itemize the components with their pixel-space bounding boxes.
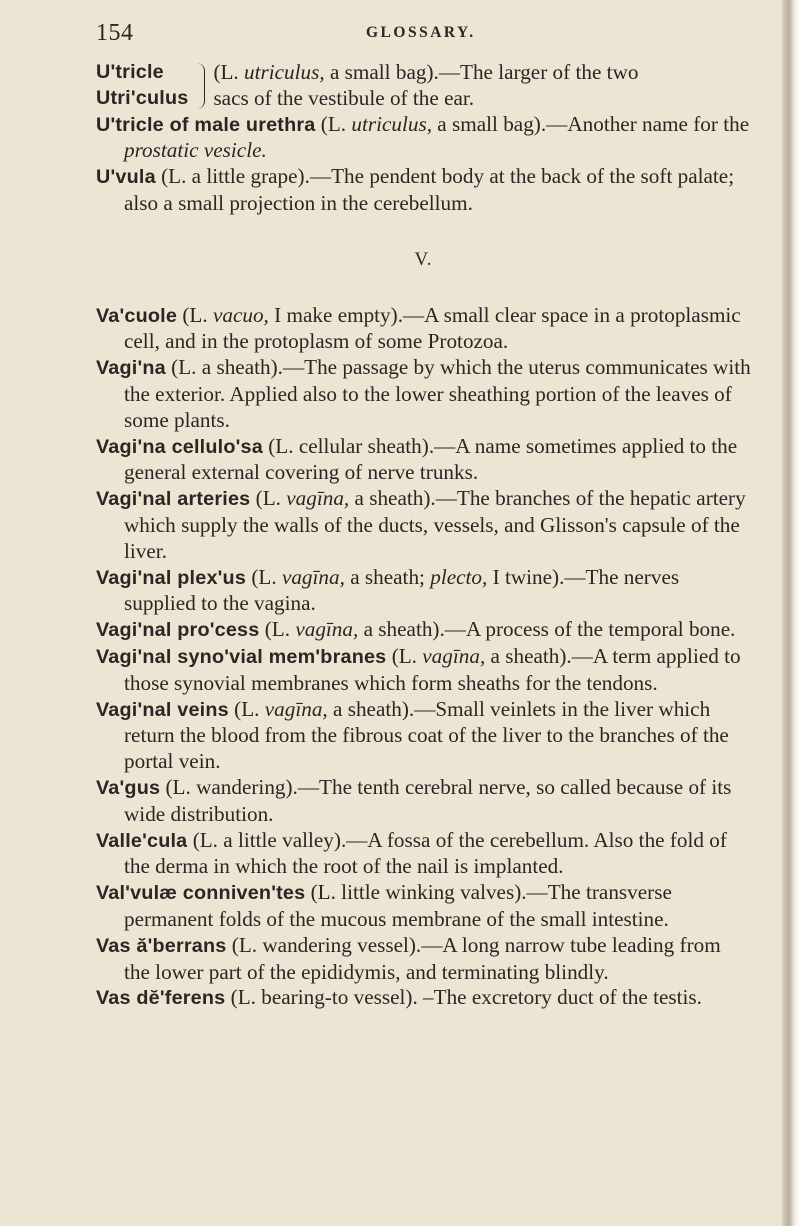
glossary-entry [96, 303, 751, 356]
headword: Va'cuole [96, 304, 178, 327]
glossary-entry [96, 985, 751, 1012]
headword: Va'gus [96, 776, 161, 799]
headword: Utri'culus [96, 86, 189, 109]
etymology: vacuo, [212, 302, 269, 327]
headword: Vagi'nal arteries [96, 488, 251, 511]
glossary-entry [96, 355, 751, 433]
glossary-entry [96, 164, 751, 217]
headword: Vagi'na cellulo'sa [96, 435, 263, 458]
glossary-entry [96, 112, 751, 165]
page-number: 154 [96, 20, 134, 46]
definition-text: a small bag).—Another name for the [432, 111, 750, 136]
definition-text: (L. little winking valves).—The transverse permanent folds of the mucous membrane of the small intestine. [124, 880, 672, 931]
definition-line: sacs of the vestibule of the ear. [213, 85, 475, 110]
definition-text: a sheath).—The branches of the hepatic artery which supply the walls of the ducts, vessels, and Glisson's capsule of the liver. [124, 486, 746, 563]
glossary-entry [96, 617, 751, 644]
headword: Vagi'nal syno'vial mem'branes [96, 645, 387, 668]
headword: U'vula [96, 166, 156, 189]
headword: Valle'cula [96, 829, 188, 852]
etymology: vagīna, [264, 696, 328, 721]
glossary-entry [96, 697, 751, 775]
glossary-entry [96, 644, 751, 697]
definition-text: (L. [246, 564, 282, 589]
definition-text: (L. wandering vessel).—A long narrow tube leading from the lower part of the epididymis, and terminating blindly. [124, 932, 721, 984]
etymology: vagīna, [286, 486, 350, 511]
definition-line: (L. utriculus, a small bag).—The larger of the two [213, 60, 639, 84]
headword: Vagi'na [96, 357, 166, 380]
section-letter: V. [414, 248, 433, 270]
definition-text: (L. [177, 302, 213, 327]
running-title: GLOSSARY. [366, 24, 476, 41]
definition-text: (L. a little grape).—The pendent body at the back of the soft palate; also a small projection in the cerebellum. [124, 164, 735, 215]
glossary-content [96, 60, 751, 1012]
definition-text: (L. [259, 617, 296, 642]
headword: Vagi'nal pro'cess [96, 619, 260, 642]
glossary-entry [96, 828, 751, 881]
headword: U'tricle of male urethra [96, 113, 316, 136]
v-entries-list [96, 303, 751, 1013]
glossary-entry [96, 565, 751, 618]
u-entries-list [96, 112, 751, 217]
glossary-entry [96, 933, 751, 986]
definition-text: (L. bearing-to vessel). –The excretory duct of the testis. [225, 985, 702, 1010]
brace-icon [194, 63, 205, 109]
bracketed-headwords [96, 60, 188, 112]
definition-text: I twine).—The nerves supplied to the vagina. [124, 564, 680, 616]
headword: Val'vulæ conniven'tes [96, 882, 306, 905]
definition-text: (L. [228, 696, 265, 721]
etymology: vagīna, [295, 617, 359, 642]
headword: U'tricle [96, 61, 164, 83]
definition-text: a sheath).—A term applied to those synovial membranes which form sheaths for the tendons. [124, 643, 741, 695]
etymology: vagīna, [422, 643, 486, 668]
headword: Vagi'nal plex'us [96, 566, 247, 589]
definition-text: (L. [315, 111, 352, 136]
etymology: plecto, [430, 564, 488, 589]
definition-text: (L. [386, 643, 423, 668]
page-header [96, 20, 740, 52]
glossary-entry [96, 486, 751, 564]
bracketed-definition [213, 60, 751, 112]
definition-text: I make empty).—A small clear space in a protoplasmic cell, and in the protoplasm of some Protozoa. [124, 302, 741, 354]
etymology: utriculus, [351, 111, 432, 136]
definition-text: (L. cellular sheath).—A name sometimes applied to the general external covering of nerve trunks. [124, 433, 738, 485]
definition-text: a sheath).—Small veinlets in the liver which return the blood from the fibrous coat of the liver to the branches of the portal vein. [124, 696, 729, 774]
definition-text: (L. a little valley).—A fossa of the cerebellum. Also the fold of the derma in which the root of the nail is implanted. [124, 827, 727, 879]
etymology: vagīna, [281, 564, 345, 589]
definition-text: a sheath; [344, 564, 431, 589]
glossary-entry [96, 880, 751, 933]
headword: Vas dĕ'ferens [96, 987, 226, 1010]
definition-text: (L. a sheath).—The passage by which the uterus communicates with the exterior. Applied also to the lower sheathing portion of the leaves of some plants. [124, 355, 751, 432]
headword: Vas ă'berrans [96, 934, 227, 957]
bracketed-entry-utricle [96, 60, 751, 112]
definition-text: (L. wandering).—The tenth cerebral nerve, so called because of its wide distribution. [124, 774, 732, 826]
glossary-entry [96, 434, 751, 487]
headword: Vagi'nal veins [96, 698, 229, 721]
glossary-entry [96, 775, 751, 828]
page-edge-shadow [782, 0, 800, 1226]
definition-text: (L. [250, 486, 287, 511]
definition-text: a sheath).—A process of the temporal bone. [358, 617, 736, 642]
etymology: prostatic vesicle. [124, 138, 267, 163]
